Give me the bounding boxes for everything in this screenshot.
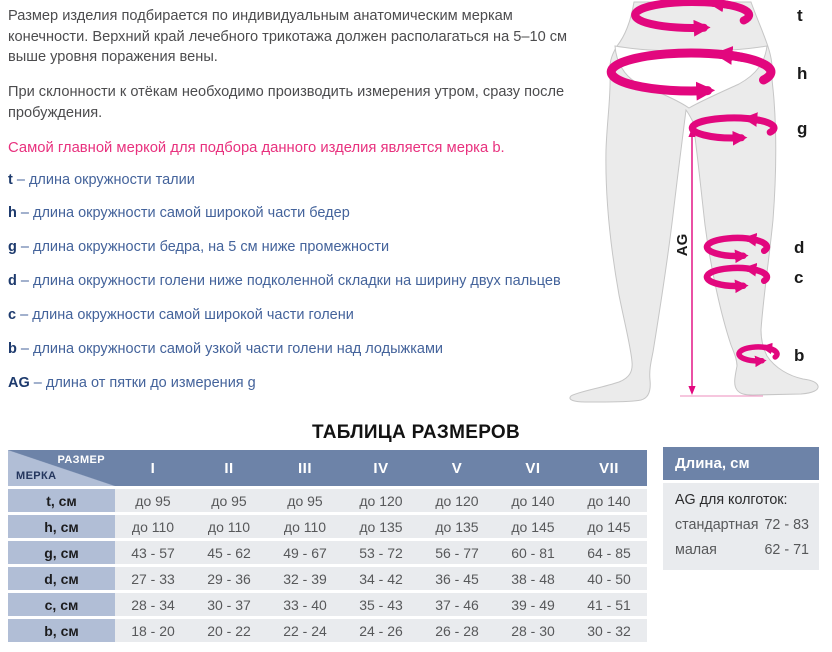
table-cell: 33 - 40 (267, 593, 343, 616)
table-cell: 20 - 22 (191, 619, 267, 642)
table-cell: 49 - 67 (267, 541, 343, 564)
table-cell: до 145 (571, 515, 647, 538)
column-header: IV (343, 450, 419, 486)
column-header: III (267, 450, 343, 486)
length-row-value: 62 - 71 (764, 542, 809, 558)
table-cell: 32 - 39 (267, 567, 343, 590)
ag-arrow-down (688, 386, 695, 395)
column-header: VII (571, 450, 647, 486)
table-cell: до 110 (267, 515, 343, 538)
measurement-desc: – длина окружности талии (12, 171, 195, 188)
table-cell: до 120 (343, 489, 419, 512)
figure-label-d: d (794, 238, 805, 257)
table-cell: 39 - 49 (495, 593, 571, 616)
measurement-desc: – длина окружности самой широкой части бедер (16, 205, 350, 222)
row-header: h, см (8, 515, 115, 538)
table-cell: до 95 (191, 489, 267, 512)
table-row (8, 593, 647, 616)
table-cell: 29 - 36 (191, 567, 267, 590)
table-cell: 45 - 62 (191, 541, 267, 564)
size-table-body (8, 489, 647, 642)
table-cell: 24 - 26 (343, 619, 419, 642)
length-panel-body (663, 483, 819, 570)
measurement-key: AG (8, 374, 30, 391)
table-cell: 22 - 24 (267, 619, 343, 642)
table-row (8, 515, 647, 538)
measurement-desc: – длина окружности самой широкой части голени (16, 306, 354, 323)
table-area (0, 450, 832, 645)
table-cell: 53 - 72 (343, 541, 419, 564)
table-cell: 30 - 32 (571, 619, 647, 642)
table-cell: 37 - 46 (419, 593, 495, 616)
table-cell: до 110 (191, 515, 267, 538)
length-panel (663, 447, 819, 570)
table-cell: 30 - 37 (191, 593, 267, 616)
table-cell: 35 - 43 (343, 593, 419, 616)
measurement-key: b (8, 340, 17, 357)
figure-label-c: c (794, 268, 804, 287)
table-cell: 34 - 42 (343, 567, 419, 590)
table-cell: до 120 (419, 489, 495, 512)
measurement-key: d (8, 273, 17, 290)
table-cell: до 110 (115, 515, 191, 538)
table-cell: до 145 (495, 515, 571, 538)
table-cell: до 140 (495, 489, 571, 512)
size-table-header-row (8, 450, 647, 486)
table-cell: 27 - 33 (115, 567, 191, 590)
figure-label-h: h (797, 64, 808, 83)
measurement-key: c (8, 306, 17, 323)
length-row (675, 517, 809, 533)
figure-label-b: b (794, 346, 805, 365)
measurement-desc: – длина окружности голени ниже подколенной складки на ширину двух пальцев (16, 273, 561, 290)
measurement-item (8, 171, 580, 190)
table-row (8, 541, 647, 564)
table-cell: 40 - 50 (571, 567, 647, 590)
table-cell: 64 - 85 (571, 541, 647, 564)
length-panel-header: Длина, см (663, 447, 819, 480)
size-table (8, 447, 647, 645)
corner-cell (8, 450, 115, 486)
measurement-key: h (8, 205, 17, 222)
table-cell: до 135 (343, 515, 419, 538)
table-cell: 43 - 57 (115, 541, 191, 564)
row-header: c, см (8, 593, 115, 616)
intro-paragraph-2: При склонности к отёкам необходимо производить измерения утром, сразу после пробуждения. (8, 84, 565, 121)
legs-measurement-diagram (565, 0, 832, 414)
corner-measure-label: МЕРКА (16, 470, 57, 482)
intro-paragraph-1: Размер изделия подбирается по индивидуальным анатомическим меркам конечности. Верхний край лечебного трикотажа должен располагаться на 5–10 см выше уровня поражения вены. (8, 8, 568, 66)
size-table-title: ТАБЛИЦА РАЗМЕРОВ (311, 422, 521, 443)
table-row (8, 489, 647, 512)
row-header: t, см (8, 489, 115, 512)
figure-label-g: g (797, 119, 808, 138)
measurement-item (8, 238, 580, 257)
table-cell: до 95 (115, 489, 191, 512)
measurement-key: g (8, 239, 17, 256)
corner-size-label: РАЗМЕР (57, 454, 105, 466)
length-row (675, 542, 809, 558)
figure-label-t: t (797, 6, 803, 25)
ag-label: AG (674, 233, 691, 257)
measurement-item (8, 204, 580, 223)
column-header: V (419, 450, 495, 486)
measurement-key: t (8, 171, 13, 188)
measurement-list (8, 171, 580, 393)
table-cell: до 135 (419, 515, 495, 538)
table-cell: 60 - 81 (495, 541, 571, 564)
table-cell: 28 - 34 (115, 593, 191, 616)
measurement-item (8, 272, 580, 291)
table-row (8, 567, 647, 590)
measurement-item (8, 374, 580, 393)
table-cell: до 95 (267, 489, 343, 512)
table-cell: 28 - 30 (495, 619, 571, 642)
column-header: VI (495, 450, 571, 486)
length-row-value: 72 - 83 (764, 517, 809, 533)
table-row (8, 619, 647, 642)
table-cell: 26 - 28 (419, 619, 495, 642)
key-measure-note: Самой главной меркой для подбора данного изделия является мерка b. (8, 139, 505, 156)
length-row-label: стандартная (675, 517, 759, 533)
column-header: II (191, 450, 267, 486)
table-cell: 38 - 48 (495, 567, 571, 590)
length-row-label: малая (675, 542, 717, 558)
table-cell: до 140 (571, 489, 647, 512)
table-cell: 41 - 51 (571, 593, 647, 616)
measurement-desc: – длина от пятки до измерения g (29, 374, 256, 391)
legs-diagram-svg (565, 0, 832, 414)
row-header: g, см (8, 541, 115, 564)
text-column (8, 6, 580, 393)
measurement-desc: – длина окружности самой узкой части голени над лодыжками (16, 340, 444, 357)
table-cell: 18 - 20 (115, 619, 191, 642)
table-cell: 36 - 45 (419, 567, 495, 590)
length-panel-subtitle: AG для колготок: (675, 492, 788, 508)
column-header: I (115, 450, 191, 486)
row-header: d, см (8, 567, 115, 590)
size-table-head (8, 450, 647, 486)
measurement-item (8, 306, 580, 325)
table-cell: 56 - 77 (419, 541, 495, 564)
measurement-item (8, 340, 580, 359)
row-header: b, см (8, 619, 115, 642)
measurement-desc: – длина окружности бедра, на 5 см ниже промежности (16, 239, 390, 256)
